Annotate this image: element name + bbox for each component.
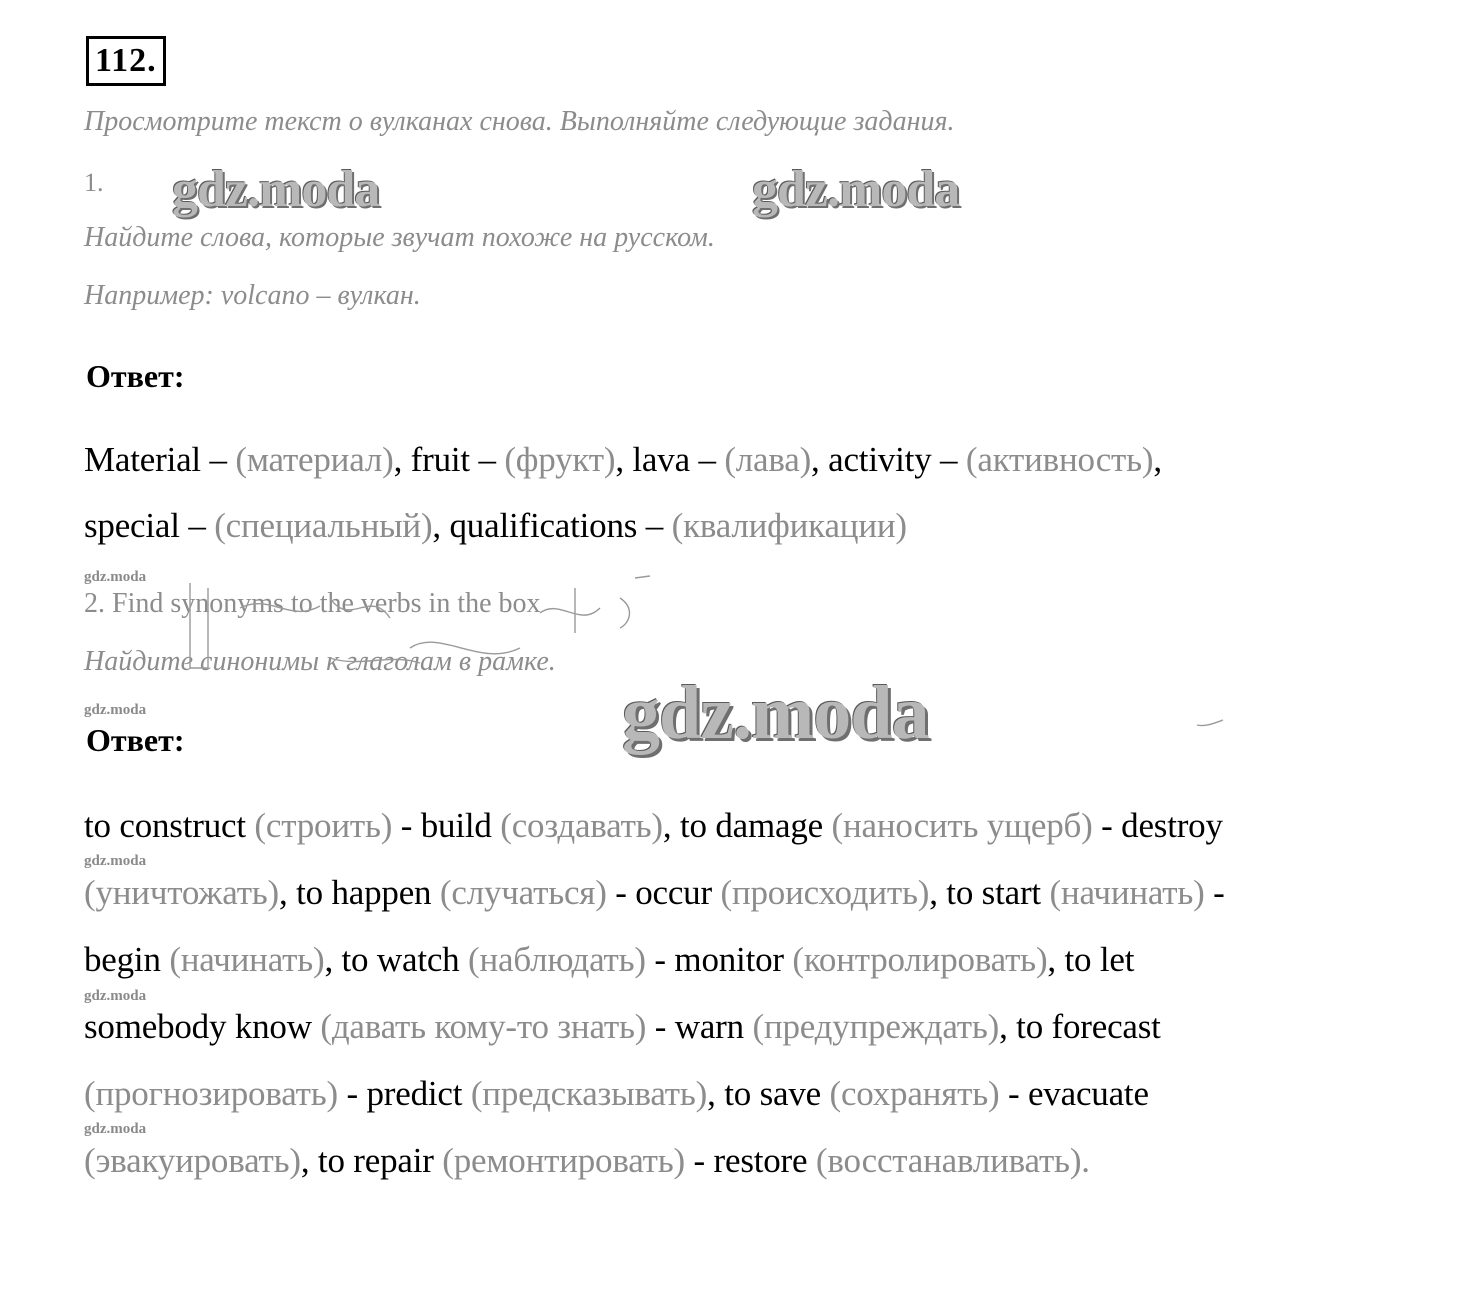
- watermark-logo: gdz.moda: [172, 161, 380, 218]
- translation-text: (активность): [965, 440, 1154, 479]
- watermark-small: gdz.moda: [84, 988, 147, 1004]
- answer-text: special –: [84, 506, 215, 545]
- translation-text: (контролировать): [792, 940, 1048, 979]
- answer-text: begin: [84, 940, 170, 979]
- answer2-line: [84, 1007, 1161, 1047]
- answer-text: - build: [392, 806, 501, 845]
- answer-text: , to start: [929, 873, 1050, 912]
- answer-text: ,: [1153, 440, 1162, 479]
- answer-text: , qualifications –: [432, 506, 672, 545]
- translation-text: (предупреждать): [752, 1007, 1000, 1046]
- answer2-line: [84, 1141, 1090, 1181]
- translation-text: (наносить ущерб): [831, 806, 1093, 845]
- answer-text: - destroy: [1092, 806, 1223, 845]
- translation-text: (прогнозировать): [84, 1074, 338, 1113]
- answer-text: - predict: [337, 1074, 471, 1113]
- answer-text: , lava –: [615, 440, 725, 479]
- translation-text: (случаться): [439, 873, 607, 912]
- translation-text: (строить): [254, 806, 393, 845]
- answer-text: , to damage: [662, 806, 832, 845]
- translation-text: (ремонтировать): [442, 1141, 685, 1180]
- answer2-line: [84, 940, 1134, 980]
- answer-text: , to forecast: [999, 1007, 1161, 1046]
- translation-text: (начинать): [1049, 873, 1205, 912]
- translation-text: (наблюдать): [468, 940, 646, 979]
- answer-text: - monitor: [645, 940, 793, 979]
- answer-text: somebody know: [84, 1007, 321, 1046]
- watermark-small: gdz.moda: [84, 702, 147, 718]
- task2-text: 2. Find synonyms to the verbs in the box: [84, 588, 541, 619]
- answer-text: , to watch: [324, 940, 469, 979]
- answer-text: , fruit –: [393, 440, 505, 479]
- answer-text: , activity –: [811, 440, 966, 479]
- translation-text: (происходить): [720, 873, 930, 912]
- translation-text: (квалификации): [671, 506, 907, 545]
- translation-text: (начинать): [169, 940, 325, 979]
- answer-text: - occur: [606, 873, 721, 912]
- task1-example: Например: volcano – вулкан.: [84, 280, 421, 311]
- answer2-line: [84, 1074, 1149, 1114]
- translation-text: (давать кому-то знать): [320, 1007, 647, 1046]
- translation-text: (создавать): [500, 806, 663, 845]
- translation-text: (материал): [235, 440, 394, 479]
- watermark-small: gdz.moda: [84, 853, 147, 869]
- translation-text: (восстанавливать).: [815, 1141, 1090, 1180]
- translation-text: (фрукт): [504, 440, 616, 479]
- translation-text: (эвакуировать): [84, 1141, 301, 1180]
- answer-text: - restore: [684, 1141, 816, 1180]
- task1-text: Найдите слова, которые звучат похоже на русском.: [84, 222, 715, 253]
- watermark-small: gdz.moda: [84, 569, 147, 585]
- answer-label: Ответ:: [86, 358, 185, 394]
- watermark-logo: gdz.moda: [752, 161, 960, 218]
- answer1-line: [84, 440, 1162, 480]
- translation-text: (специальный): [214, 506, 433, 545]
- pencil-scribble: [180, 568, 660, 678]
- instruction-text: Просмотрите текст о вулканах снова. Выполняйте следующие задания.: [84, 106, 955, 137]
- pencil-mark: [1195, 715, 1225, 729]
- answer2-line: [84, 806, 1223, 846]
- translation-text: (уничтожать): [84, 873, 280, 912]
- watermark-small: gdz.moda: [84, 1121, 147, 1137]
- task2-translation: Найдите синонимы к глаголам в рамке.: [84, 646, 556, 677]
- answer-text: - warn: [646, 1007, 753, 1046]
- answer-text: - evacuate: [999, 1074, 1149, 1113]
- answer-text: , to repair: [300, 1141, 443, 1180]
- translation-text: (лава): [724, 440, 812, 479]
- answer-label: Ответ:: [86, 722, 185, 758]
- answer-text: , to let: [1047, 940, 1135, 979]
- answer-text: , to save: [707, 1074, 830, 1113]
- translation-text: (сохранять): [829, 1074, 1000, 1113]
- watermark-logo: gdz.moda: [622, 671, 929, 755]
- answer1-line: [84, 506, 907, 546]
- answer-text: , to happen: [279, 873, 440, 912]
- answer2-line: [84, 873, 1225, 913]
- exercise-number: 112.: [86, 36, 166, 86]
- answer-text: -: [1204, 873, 1225, 912]
- translation-text: (предсказывать): [470, 1074, 708, 1113]
- answer-text: Material –: [84, 440, 236, 479]
- answer-text: to construct: [84, 806, 255, 845]
- task1-number: 1.: [84, 168, 104, 197]
